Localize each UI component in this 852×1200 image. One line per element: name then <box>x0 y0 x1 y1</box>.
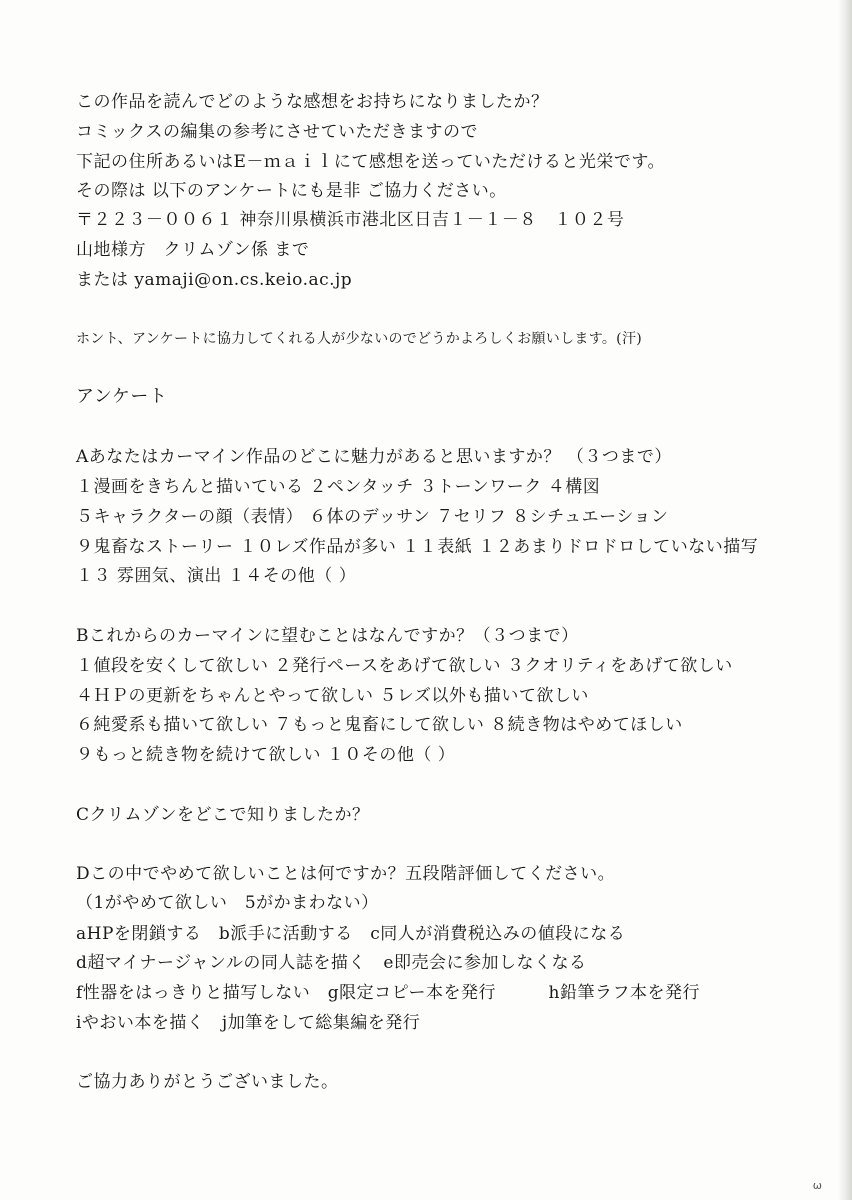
question-a-options-3: ９鬼畜なストーリー １０レズ作品が多い １１表紙 １２あまりドロドロしていない描写 <box>76 537 759 557</box>
intro-line-2: コミックスの編集の参考にさせていただきますので <box>76 122 478 142</box>
question-d-options-4: iやおい本を描く j加筆をして総集編を発行 <box>76 1013 421 1033</box>
page-edge <box>838 0 852 1200</box>
question-a-title: Aあなたはカーマイン作品のどこに魅力があると思いますか？ （３つまで） <box>76 447 672 467</box>
question-d-options-2: d超マイナージャンルの同人誌を描く e即売会に参加しなくなる <box>76 953 587 973</box>
question-a-options-1: １漫画をきちんと描いている ２ペンタッチ ３トーンワーク ４構図 <box>76 477 601 497</box>
question-b-options-4: ９もっと続き物を続けて欲しい １０その他（ ） <box>76 745 456 765</box>
question-b-options-2: ４ＨＰの更新をちゃんとやって欲しい ５レズ以外も描いて欲しい <box>76 686 589 706</box>
request-note: ホント、アンケートに協力してくれる人が少ないのでどうかよろしくお願いします。(汗) <box>76 331 643 347</box>
intro-line-3: 下記の住所あるいはE－ｍａｉｌにて感想を送っていただけると光栄です。 <box>76 152 666 172</box>
survey-title: アンケート <box>76 386 168 407</box>
question-a-options-2: ５キャラクターの顔（表情） ６体のデッサン ７セリフ ８シチュエーション <box>76 507 669 527</box>
address-line: 〒２２３－００６１ 神奈川県横浜市港北区日吉１－１－８ １０２号 <box>76 210 625 230</box>
question-d-title: Dこの中でやめて欲しいことは何ですか？五段階評価してください。 <box>76 864 616 884</box>
question-b-options-1: １値段を安くして欲しい ２発行ペースをあげて欲しい ３クオリティをあげて欲しい <box>76 656 733 676</box>
email-line: または yamaji@on.cs.keio.ac.jp <box>76 270 353 290</box>
question-c-title: Cクリムゾンをどこで知りましたか？ <box>76 805 370 825</box>
intro-line-1: この作品を読んでどのような感想をお持ちになりましたか？ <box>76 92 549 112</box>
closing-message: ご協力ありがとうございました。 <box>76 1072 339 1092</box>
question-d-options-1: aHPを閉鎖する b派手に活動する c同人が消費税込みの値段になる <box>76 924 626 944</box>
question-d-scale: （1がやめて欲しい 5がかまわない） <box>76 893 379 913</box>
question-b-title: Bこれからのカーマインに望むことはなんですか？（３つまで） <box>76 626 579 646</box>
question-a-options-4: １３ 雰囲気、演出 １４その他（ ） <box>76 566 357 586</box>
intro-line-4: その際は 以下のアンケートにも是非 ご協力ください。 <box>76 181 507 201</box>
page-mark: ω <box>812 1179 822 1192</box>
recipient-line: 山地様方 クリムゾン係 まで <box>76 240 310 260</box>
question-d-options-3: f性器をはっきりと描写しない g限定コピー本を発行 h鉛筆ラフ本を発行 <box>76 983 700 1003</box>
question-b-options-3: ６純愛系も描いて欲しい ７もっと鬼畜にして欲しい ８続き物はやめてほしい <box>76 715 683 735</box>
